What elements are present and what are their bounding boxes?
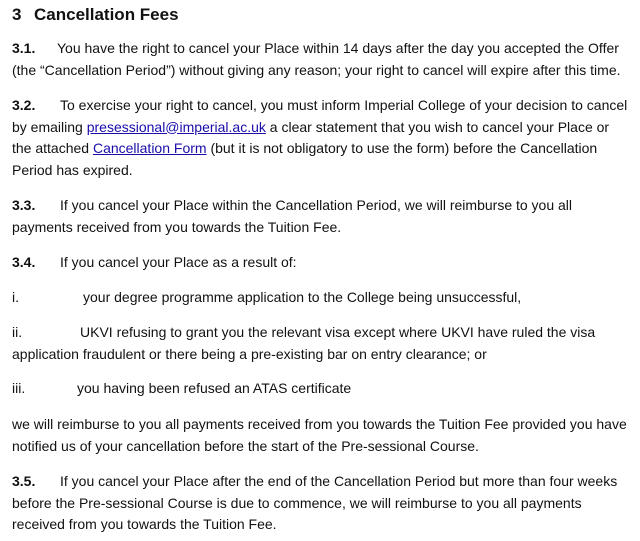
- list-item-text: UKVI refusing to grant you the relevant visa except where UKVI have ruled the visa application fraudulent or there being a pre-existing bar on entry clearance; or: [12, 324, 596, 362]
- clause-3-5: [12, 471, 630, 536]
- clause-text: To exercise your right to cancel, you must inform Imperial College of your decision to cancel by emailing: [12, 97, 628, 135]
- clause-3-2: [12, 95, 630, 181]
- clause-number: 3.5.: [12, 473, 36, 489]
- list-item-text: you having been refused an ATAS certificate: [77, 380, 352, 396]
- clause-3-3: [12, 195, 630, 238]
- list-item-text: your degree programme application to the College being unsuccessful,: [83, 289, 522, 305]
- clause-number: 3.4.: [12, 254, 36, 270]
- list-numeral: i.: [12, 289, 19, 305]
- list-item: [12, 378, 630, 400]
- list-item: [12, 322, 630, 365]
- cancellation-form-link[interactable]: Cancellation Form: [92, 140, 207, 156]
- clause-text: If you cancel your Place within the Cancellation Period, we will reimburse to you all payments received from you towards the Tuition Fee.: [12, 197, 573, 235]
- clause-text: If you cancel your Place as a result of:: [60, 254, 297, 270]
- clause-text: (but it is not obligatory to use the form) before the Cancellation Period has expired.: [12, 140, 598, 178]
- clause-3-4-closing: [12, 414, 630, 457]
- clause-text: a clear statement that you wish to cancel your Place or the attached: [12, 118, 610, 156]
- clause-3-4: [12, 252, 630, 274]
- clause-text: You have the right to cancel your Place within 14 days after the day you accepted the Offer (the “Cancellation Period”) without giving any reason; your right to cancel will expire after this time.: [12, 40, 621, 78]
- section-heading: [12, 5, 179, 25]
- email-link[interactable]: presessional@imperial.ac.uk: [86, 118, 266, 135]
- clause-number: 3.2.: [12, 97, 36, 113]
- list-numeral: ii.: [12, 324, 23, 340]
- clause-3-1: [12, 38, 630, 81]
- clause-text: If you cancel your Place after the end of the Cancellation Period but more than four weeks before the Pre-sessional Course is due to commence, we will reimburse to you all payments received from you towards the Tuition Fee.: [12, 473, 618, 532]
- section-number: 3: [12, 5, 22, 24]
- list-numeral: iii.: [12, 380, 26, 396]
- clause-text: we will reimburse to you all payments received from you towards the Tuition Fee provided you have notified us of your cancellation before the start of the Pre-sessional Course.: [12, 416, 627, 454]
- section-title: Cancellation Fees: [34, 5, 179, 24]
- clause-number: 3.3.: [12, 197, 36, 213]
- clause-number: 3.1.: [12, 40, 36, 56]
- list-item: [12, 287, 630, 309]
